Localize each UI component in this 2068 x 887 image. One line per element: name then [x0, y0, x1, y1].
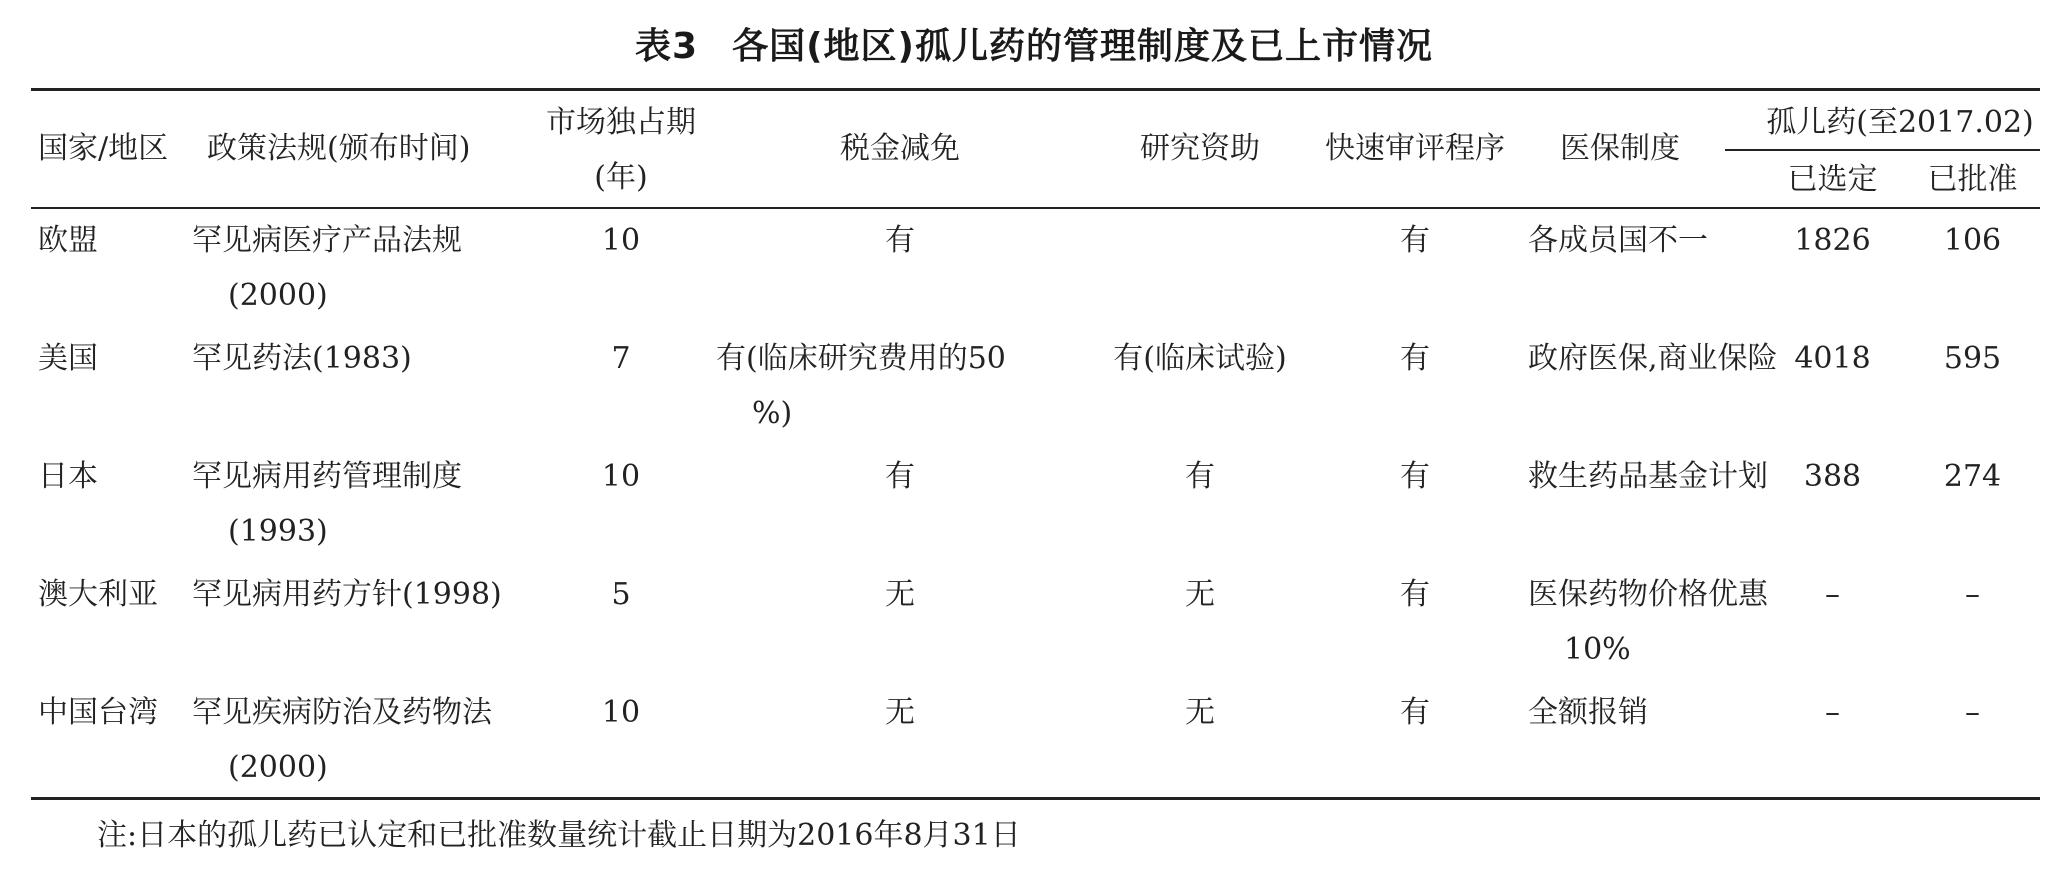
cell-insurance: 各成员国不一	[1528, 223, 1708, 258]
cell-exclusivity: 7	[611, 341, 631, 376]
cell-policy: 罕见病医疗产品法规(2000)	[192, 223, 462, 313]
top-rule	[31, 88, 2040, 91]
cell-exclusivity: 5	[611, 577, 631, 612]
cell-designated: –	[1825, 577, 1840, 612]
cell-tax: 有	[885, 223, 915, 258]
header-designated: 已选定	[1787, 162, 1878, 197]
cell-research: 无	[1185, 577, 1215, 612]
cell-region: 美国	[38, 341, 98, 376]
cell-region: 日本	[38, 459, 98, 494]
header-tax: 税金减免	[840, 131, 960, 166]
header-fast-review: 快速审评程序	[1325, 131, 1505, 166]
header-exclusivity-line1: 市场独占期	[546, 105, 696, 140]
cell-insurance: 全额报销	[1528, 695, 1648, 730]
cell-fast-review: 有	[1400, 459, 1430, 494]
table-number: 表3	[635, 26, 699, 67]
cell-region: 中国台湾	[38, 695, 158, 730]
cell-exclusivity: 10	[601, 459, 641, 494]
cell-fast-review: 有	[1400, 577, 1430, 612]
cell-fast-review: 有	[1400, 341, 1430, 376]
cell-tax: 有(临床研究费用的50 %)	[716, 341, 1006, 431]
cell-fast-review: 有	[1400, 695, 1430, 730]
cell-region: 澳大利亚	[38, 577, 158, 612]
header-exclusivity-line2: (年)	[594, 160, 648, 195]
cell-approved: –	[1965, 695, 1980, 730]
cell-policy: 罕见病用药管理制度(1993)	[192, 459, 462, 549]
header-policy: 政策法规(颁布时间)	[207, 131, 471, 166]
cell-exclusivity: 10	[601, 695, 641, 730]
cell-research: 有(临床试验)	[1113, 341, 1287, 376]
cell-fast-review: 有	[1400, 223, 1430, 258]
cell-research: 有	[1185, 459, 1215, 494]
cell-tax: 无	[885, 577, 915, 612]
table-title-text: 各国(地区)孤儿药的管理制度及已上市情况	[732, 26, 1433, 67]
cell-insurance: 医保药物价格优惠 10%	[1528, 577, 1768, 667]
header-rule	[31, 207, 2040, 209]
header-insurance: 医保制度	[1560, 131, 1680, 166]
table-title	[0, 18, 2068, 69]
cell-approved: 595	[1943, 341, 2002, 376]
cell-designated: 4018	[1794, 341, 1871, 376]
table-note: 注:日本的孤儿药已认定和已批准数量统计截止日期为2016年8月31日	[97, 818, 1021, 853]
cell-tax: 无	[885, 695, 915, 730]
cell-policy: 罕见病用药方针(1998)	[192, 577, 502, 612]
cell-designated: 388	[1803, 459, 1862, 494]
cell-policy: 罕见药法(1983)	[192, 341, 412, 376]
cell-approved: 106	[1943, 223, 2002, 258]
cell-exclusivity: 10	[601, 223, 641, 258]
cell-research: 无	[1185, 695, 1215, 730]
cell-tax: 有	[885, 459, 915, 494]
cell-policy: 罕见疾病防治及药物法(2000)	[192, 695, 492, 785]
header-orphan-group: 孤儿药(至2017.02)	[1766, 105, 2034, 140]
cell-region: 欧盟	[38, 223, 98, 258]
cell-designated: 1826	[1794, 223, 1871, 258]
cell-insurance: 救生药品基金计划	[1528, 459, 1768, 494]
header-approved: 已批准	[1927, 162, 2018, 197]
cell-approved: –	[1965, 577, 1980, 612]
cell-designated: –	[1825, 695, 1840, 730]
cell-insurance: 政府医保,商业保险	[1528, 341, 1778, 376]
header-region: 国家/地区	[38, 131, 169, 166]
header-research: 研究资助	[1140, 131, 1260, 166]
bottom-rule	[31, 797, 2040, 800]
cell-approved: 274	[1943, 459, 2002, 494]
